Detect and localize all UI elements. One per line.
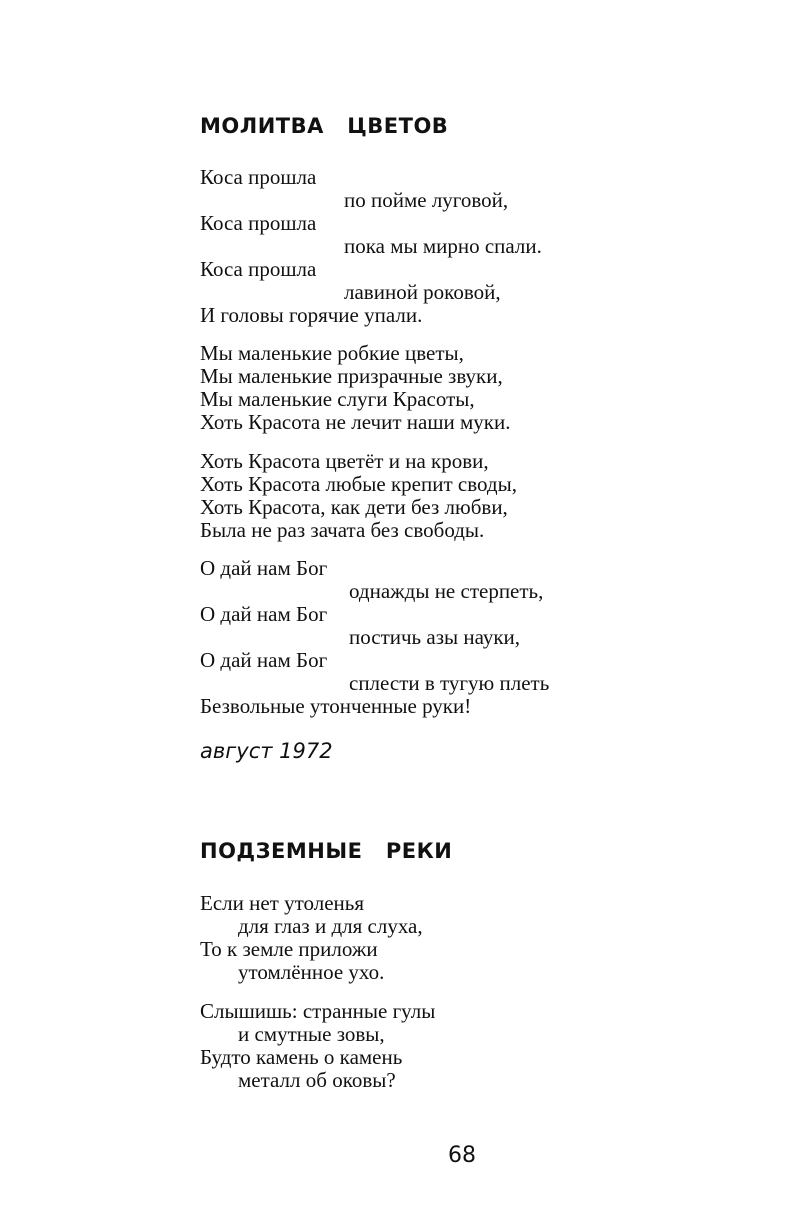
poem-title: ПОДЗЕМНЫЕ РЕКИ [200,839,453,863]
poem-line: О дай нам Бог [200,556,328,580]
poem-line: Коса прошла [200,165,317,189]
poem-line: утомлённое ухо. [238,960,385,984]
poem-line: Была не раз зачата без свободы. [200,518,485,542]
poem-line: однажды не стерпеть, [349,579,544,603]
poem-line: Коса прошла [200,257,317,281]
stanza [200,892,760,984]
poem-line: То к земле приложи [200,937,378,961]
poem-line: Хоть Красота цветёт и на крови, [200,449,489,473]
poem-line: для глаз и для слуха, [238,914,423,938]
poem-date: август 1972 [200,739,333,763]
poem-line: постичь азы науки, [349,625,521,649]
poem-line: пока мы мирно спали. [344,234,542,258]
poem-line: Будто камень о камень [200,1045,403,1069]
stanza [200,166,760,327]
poem-line: Хоть Красота любые крепит своды, [200,472,517,496]
poem-line: металл об оковы? [238,1068,396,1092]
poem-line: сплести в тугую плеть [349,671,550,695]
poem-line: по пойме луговой, [344,188,509,212]
poem-line: О дай нам Бог [200,648,328,672]
poem-line: Мы маленькие робкие цветы, [200,341,464,365]
poem-line: О дай нам Бог [200,602,328,626]
poem-line: Мы маленькие призрачные звуки, [200,364,503,388]
poem-line: Хоть Красота, как дети без любви, [200,495,508,519]
poem-line: Хоть Красота не лечит наши муки. [200,410,511,434]
poem-line: Слышишь: странные гулы [200,999,436,1023]
poem-line: Коса прошла [200,211,317,235]
poem-line: Мы маленькие слуги Красоты, [200,387,475,411]
stanza [200,450,760,542]
poem-line: И головы горячие упали. [200,303,423,327]
page-number: 68 [448,1143,476,1168]
poem-title: МОЛИТВА ЦВЕТОВ [200,114,449,138]
stanza [200,1000,760,1092]
poem-line: лавиной роковой, [344,280,501,304]
stanza [200,342,760,434]
poem-line: Безвольные утонченные руки! [200,694,472,718]
stanza [200,557,760,718]
poem-line: и смутные зовы, [238,1022,385,1046]
poem-line: Если нет утоленья [200,891,365,915]
